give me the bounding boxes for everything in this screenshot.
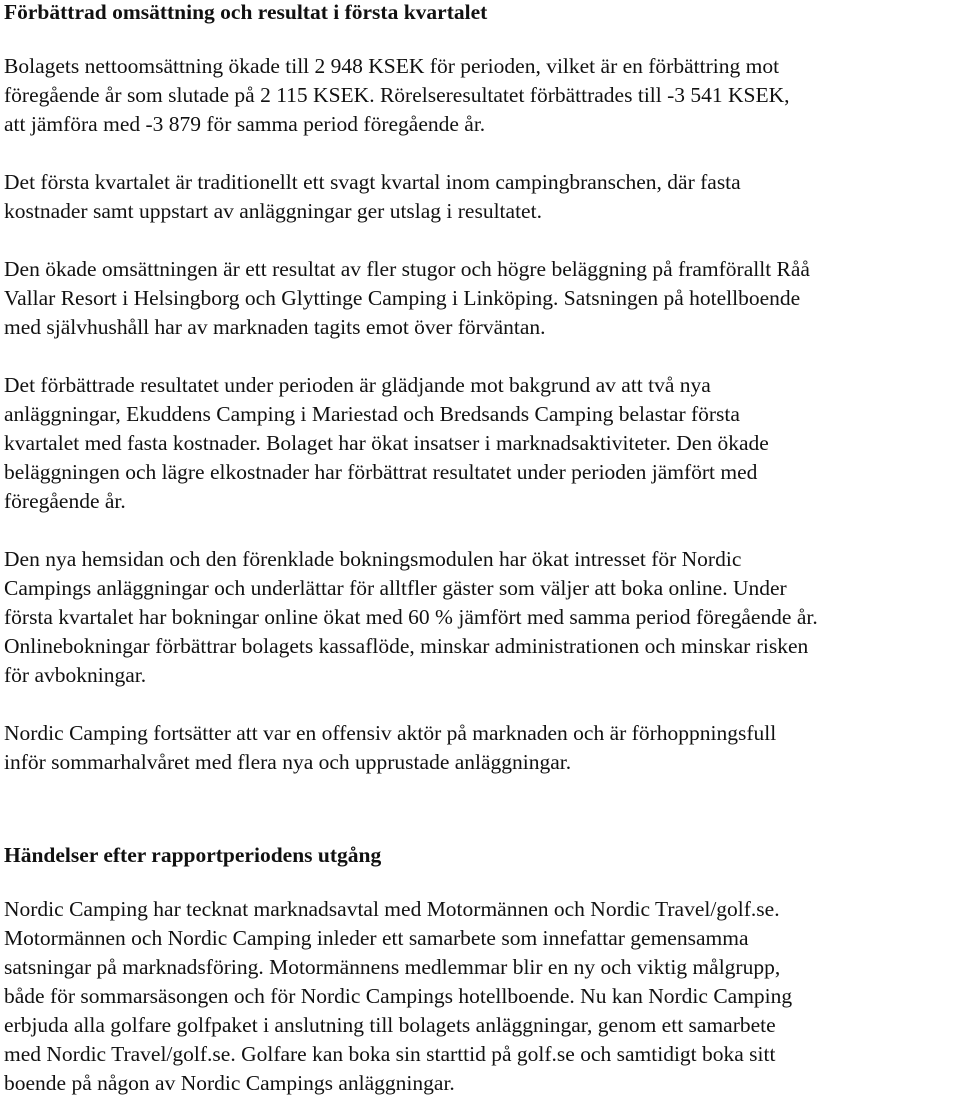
- section-heading-events-after-period: Händelser efter rapportperiodens utgång: [4, 843, 382, 867]
- text-line: Vallar Resort i Helsingborg och Glyttinge Camping i Linköping. Satsningen på hotellboende: [4, 286, 801, 310]
- text-line: Nordic Camping har tecknat marknadsavtal med Motormännen och Nordic Travel/golf.se.: [4, 897, 780, 921]
- paragraph-revenue: [4, 52, 956, 139]
- text-line: boende på någon av Nordic Campings anläggningar.: [4, 1071, 455, 1095]
- text-line: första kvartalet har bokningar online ökat med 60 % jämfört med samma period föregående år.: [4, 605, 818, 629]
- text-line: Bolagets nettoomsättning ökade till 2 948 KSEK för perioden, vilket är en förbättring mot: [4, 54, 780, 78]
- text-line: Nordic Camping fortsätter att var en offensiv aktör på marknaden och är förhoppningsfull: [4, 721, 777, 745]
- paragraph-increased-revenue: [4, 255, 956, 342]
- text-line: erbjuda alla golfare golfpaket i anslutning till bolagets anläggningar, genom ett samarbete: [4, 1013, 776, 1037]
- text-line: föregående år som slutade på 2 115 KSEK. Rörelseresultatet förbättrades till -3 541 KSEK,: [4, 83, 790, 107]
- text-line: för avbokningar.: [4, 663, 147, 687]
- section-heading-results: Förbättrad omsättning och resultat i första kvartalet: [4, 0, 488, 24]
- paragraph-outlook: [4, 719, 956, 777]
- text-line: med självhushåll har av marknaden tagits emot över förväntan.: [4, 315, 546, 339]
- text-line: Campings anläggningar och underlättar för alltfler gäster som väljer att boka online. Under: [4, 576, 787, 600]
- paragraph-improved-result: [4, 371, 956, 516]
- text-line: att jämföra med -3 879 för samma period föregående år.: [4, 112, 486, 136]
- text-line: Den nya hemsidan och den förenklade bokningsmodulen har ökat intresset för Nordic: [4, 547, 742, 571]
- text-line: Motormännen och Nordic Camping inleder ett samarbete som innefattar gemensamma: [4, 926, 749, 950]
- document-page: [4, 0, 956, 1098]
- text-line: satsningar på marknadsföring. Motormännens medlemmar blir en ny och viktig målgrupp,: [4, 955, 781, 979]
- text-line: anläggningar, Ekuddens Camping i Mariestad och Bredsands Camping belastar första: [4, 402, 740, 426]
- text-line: Det första kvartalet är traditionellt ett svagt kvartal inom campingbranschen, där fasta: [4, 170, 741, 194]
- text-line: beläggningen och lägre elkostnader har förbättrat resultatet under perioden jämfört med: [4, 460, 758, 484]
- paragraph-first-quarter: [4, 168, 956, 226]
- text-line: föregående år.: [4, 489, 126, 513]
- text-line: kostnader samt uppstart av anläggningar ger utslag i resultatet.: [4, 199, 542, 223]
- paragraph-website-booking: [4, 545, 956, 690]
- text-line: inför sommarhalvåret med flera nya och upprustade anläggningar.: [4, 750, 572, 774]
- text-line: med Nordic Travel/golf.se. Golfare kan boka sin starttid på golf.se och samtidigt boka sitt: [4, 1042, 776, 1066]
- text-line: Det förbättrade resultatet under perioden är glädjande mot bakgrund av att två nya: [4, 373, 711, 397]
- text-line: Den ökade omsättningen är ett resultat av fler stugor och högre beläggning på framförallt Råå: [4, 257, 810, 281]
- text-line: kvartalet med fasta kostnader. Bolaget har ökat insatser i marknadsaktiviteter. Den ökade: [4, 431, 769, 455]
- text-line: Onlinebokningar förbättrar bolagets kassaflöde, minskar administrationen och minskar risken: [4, 634, 809, 658]
- text-line: både för sommarsäsongen och för Nordic Campings hotellboende. Nu kan Nordic Camping: [4, 984, 793, 1008]
- paragraph-marketing-agreement: [4, 895, 956, 1098]
